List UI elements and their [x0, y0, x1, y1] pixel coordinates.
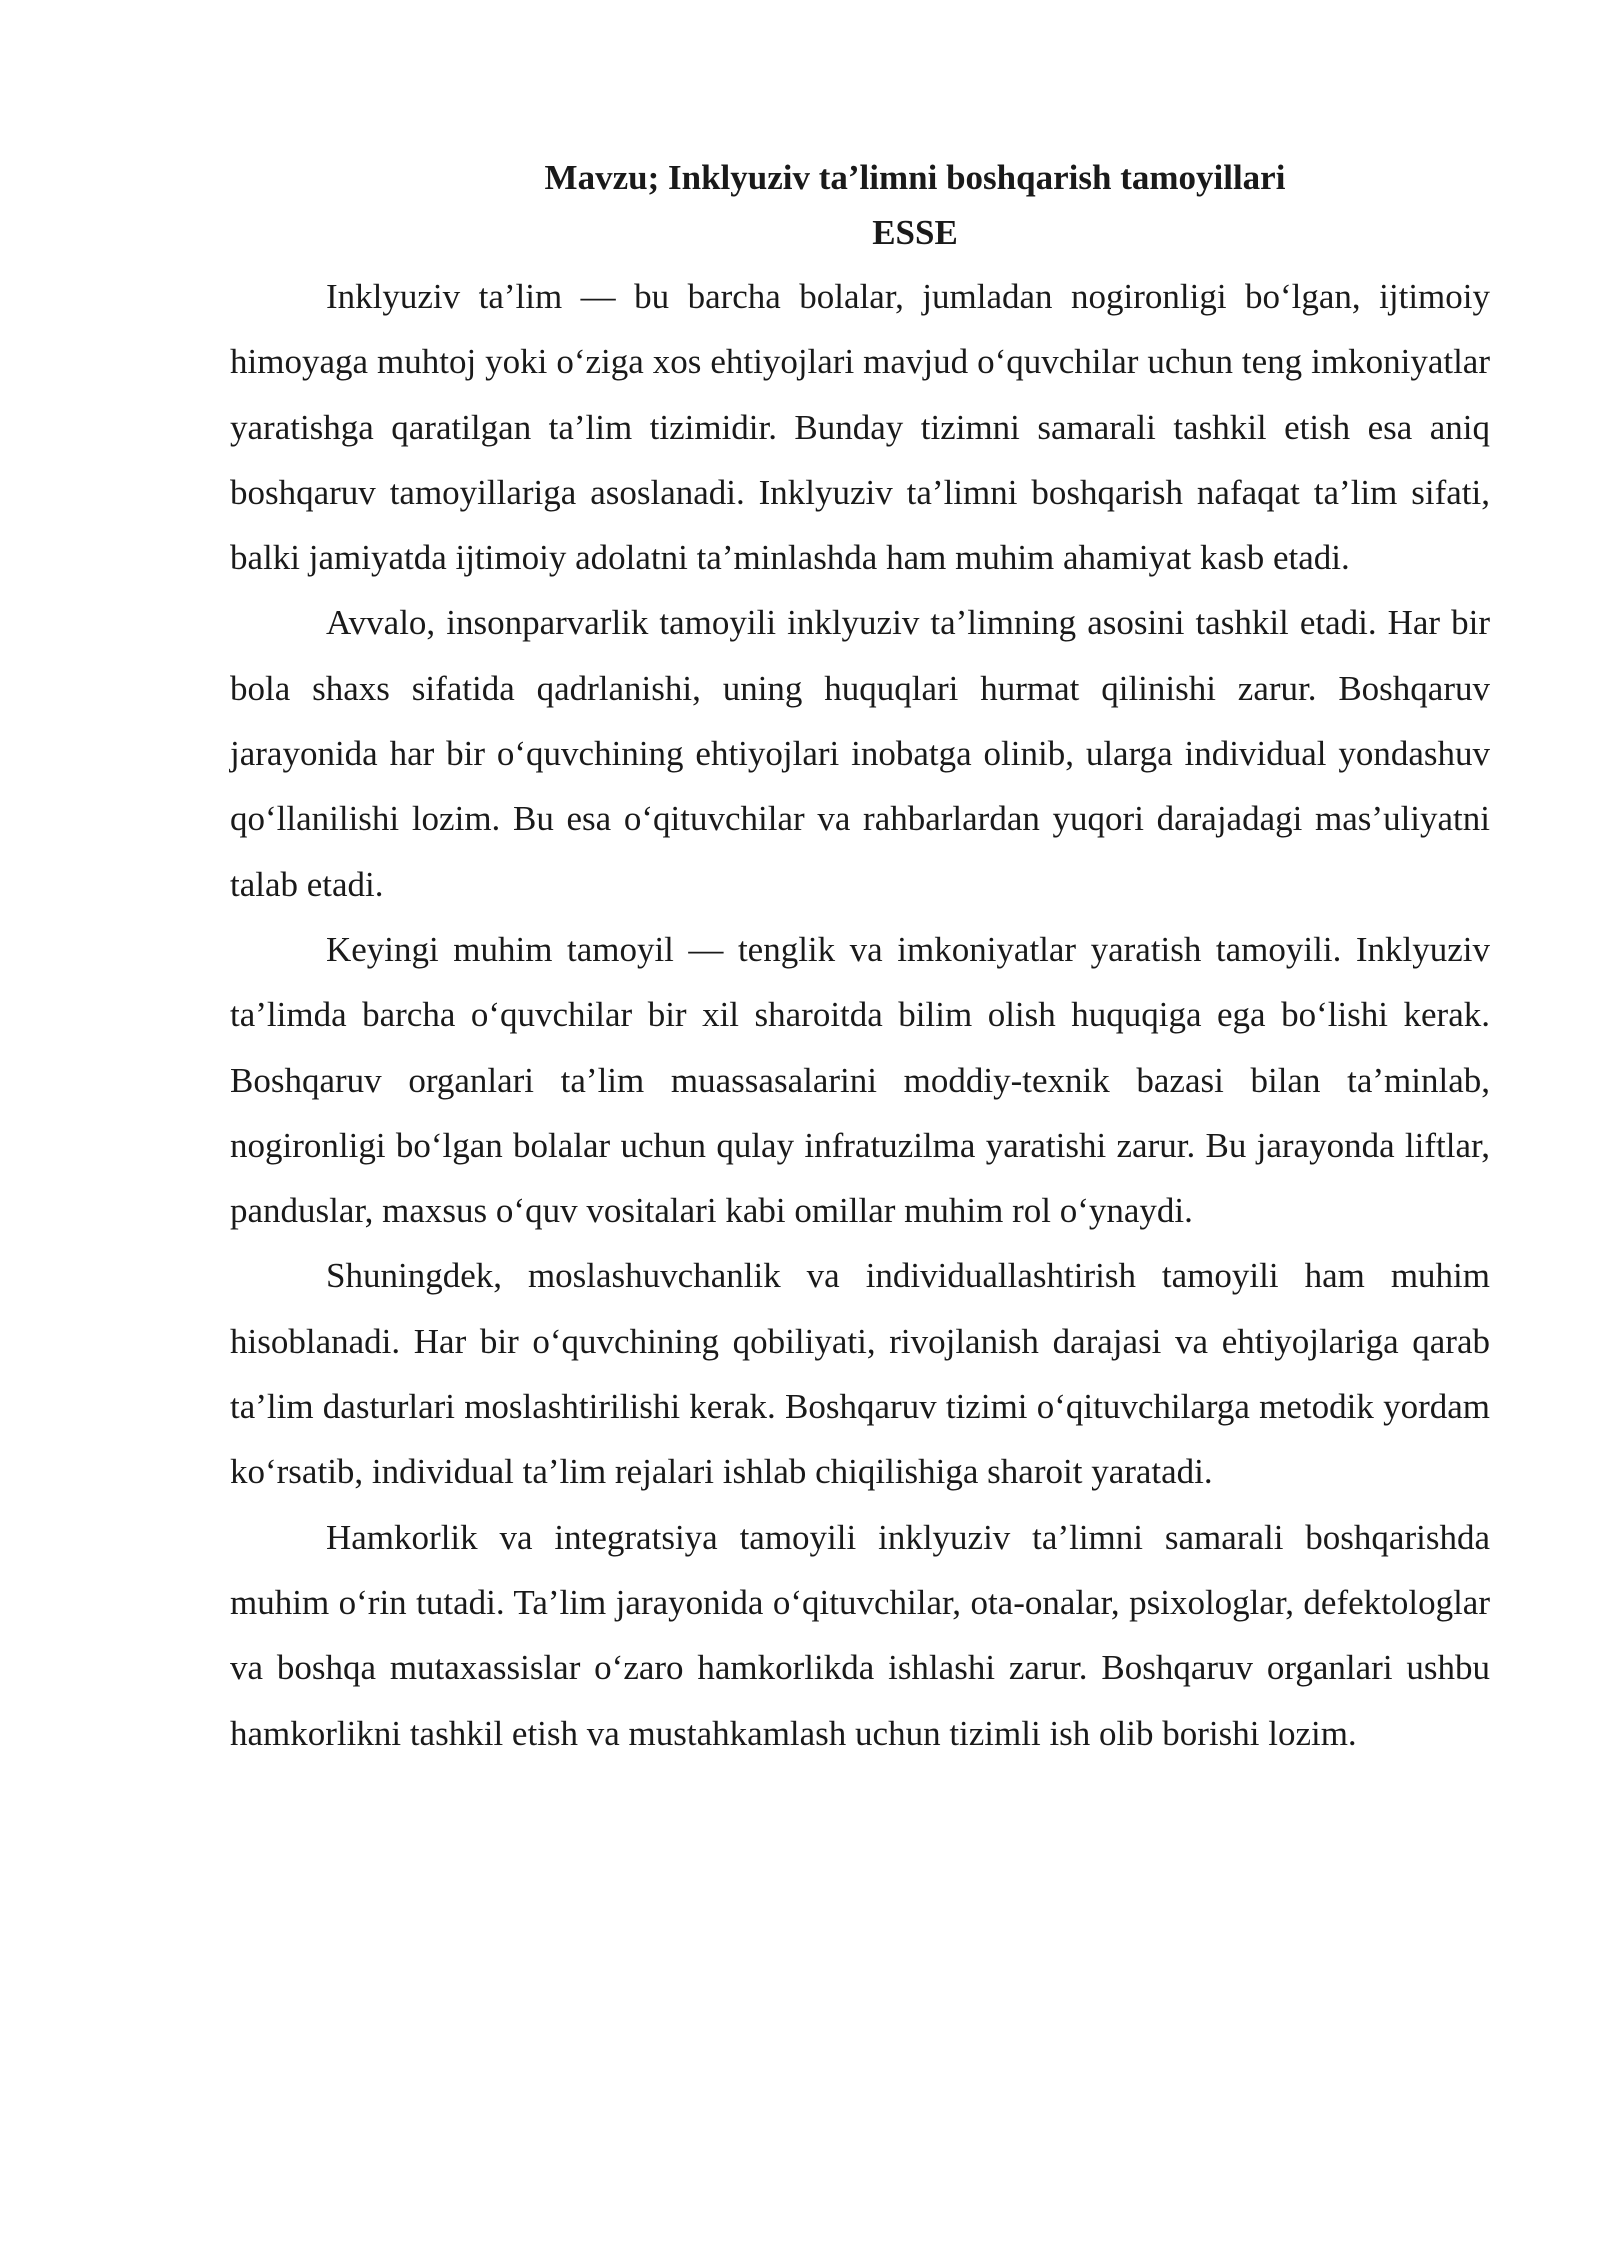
paragraph-5: Hamkorlik va integratsiya tamoyili inklyuziv ta’limni samarali boshqarishda muhim o‘rin tutadi. Ta’lim jarayonida o‘qituvchilar, ota-onalar, psixologlar, defektologlar va boshqa mutaxassislar o‘zaro hamkorlikda ishlashi zarur. Boshqaruv organlari ushbu hamkorlikni tashkil etish va mustahkamlash uchun tizimli ish olib borishi lozim. [230, 1517, 1490, 1753]
paragraph-1: Inklyuziv ta’lim — bu barcha bolalar, jumladan nogironligi bo‘lgan, ijtimoiy himoyaga muhtoj yoki o‘ziga xos ehtiyojlari mavjud o‘quvchilar uchun teng imkoniyatlar yaratishga qaratilgan ta’lim tizimidir. Bunday tizimni samarali tashkil etish esa aniq boshqaruv tamoyillariga asoslanadi. Inklyuziv ta’limni boshqarish nafaqat ta’lim sifati, balki jamiyatda ijtimoiy adolatni ta’minlashda ham muhim ahamiyat kasb etadi. [230, 277, 1490, 578]
paragraph-2: Avvalo, insonparvarlik tamoyili inklyuziv ta’limning asosini tashkil etadi. Har bir bola shaxs sifatida qadrlanishi, uning huquqlari hurmat qilinishi zarur. Boshqaruv jarayonida har bir o‘quvchining ehtiyojlari inobatga olinib, ularga individual yondashuv qo‘llanilishi lozim. Bu esa o‘qituvchilar va rahbarlardan yuqori darajadagi mas’uliyatni talab etadi. [230, 603, 1490, 904]
document-body [230, 150, 1490, 1766]
paragraph-3: Keyingi muhim tamoyil — tenglik va imkoniyatlar yaratish tamoyili. Inklyuziv ta’limda barcha o‘quvchilar bir xil sharoitda bilim olish huquqiga ega bo‘lishi kerak. Boshqaruv organlari ta’lim muassasalarini moddiy-texnik bazasi bilan ta’minlab, nogironligi bo‘lgan bolalar uchun qulay infratuzilma yaratishi zarur. Bu jarayonda liftlar, panduslar, maxsus o‘quv vositalari kabi omillar muhim rol o‘ynaydi. [230, 929, 1490, 1231]
paragraph-4: Shuningdek, moslashuvchanlik va individuallashtirish tamoyili ham muhim hisoblanadi. Har bir o‘quvchining qobiliyati, rivojlanish darajasi va ehtiyojlariga qarab ta’lim dasturlari moslashtirilishi kerak. Boshqaruv tizimi o‘qituvchilarga metodik yordam ko‘rsatib, individual ta’lim rejalari ishlab chiqilishiga sharoit yaratadi. [230, 1256, 1490, 1492]
document-title: Mavzu; Inklyuziv ta’limni boshqarish tamoyillari [544, 158, 1286, 197]
document-subtitle: ESSE [872, 213, 958, 252]
